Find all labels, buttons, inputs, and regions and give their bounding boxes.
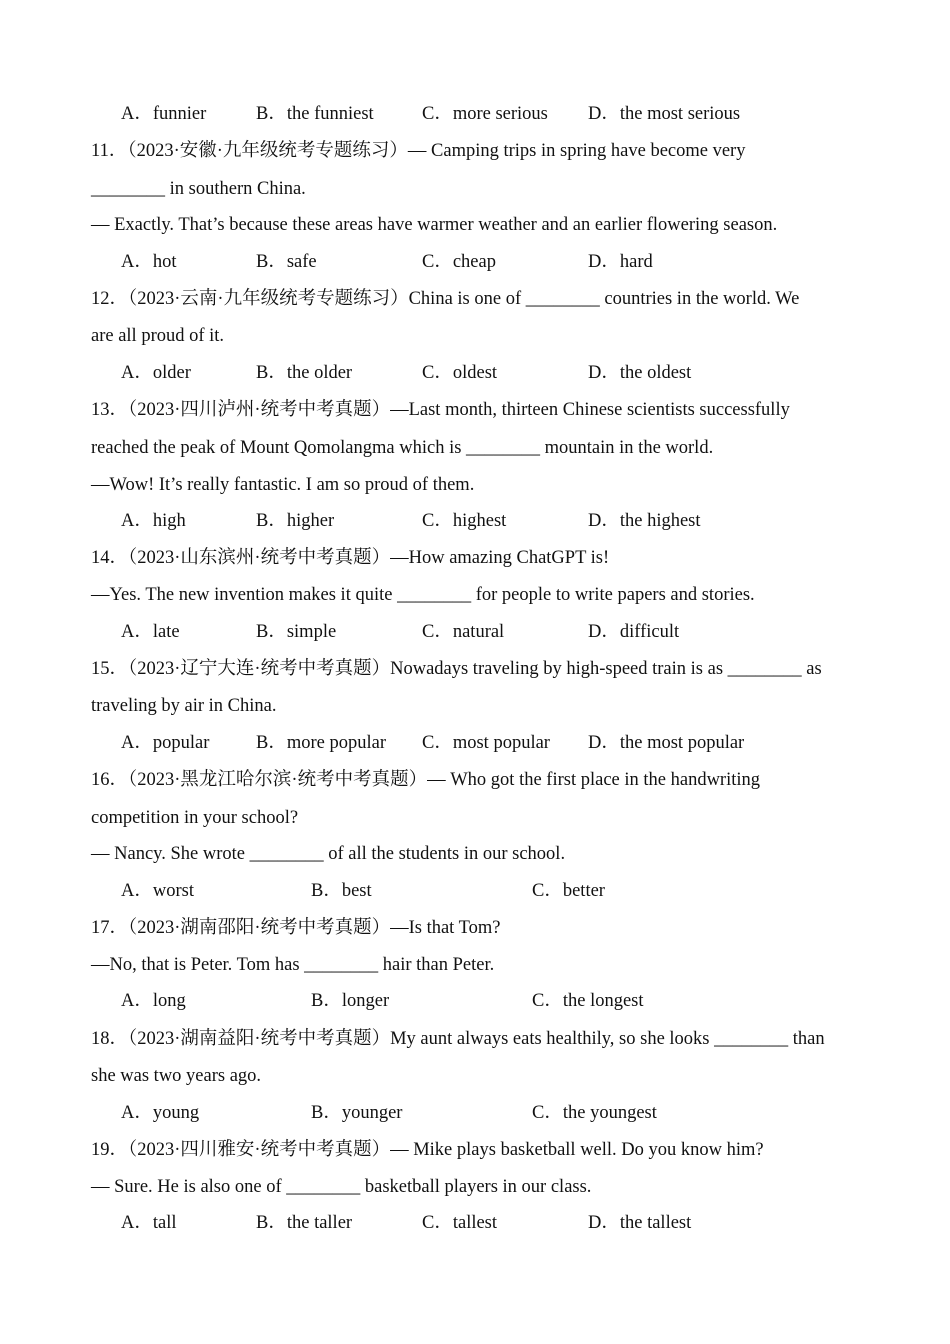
question-number: 15． — [91, 659, 129, 679]
option-b: B．the older — [256, 363, 353, 383]
option-c: C．more serious — [422, 104, 548, 124]
question-number: 19． — [91, 1140, 129, 1160]
q15-line2: traveling by air in China. — [91, 696, 277, 716]
option-d: D．the oldest — [588, 363, 692, 383]
q11-line2: ________ in southern China. — [91, 179, 306, 199]
question-number: 18． — [91, 1029, 129, 1049]
q15-line1 — [91, 657, 822, 681]
question-source: （2023·黑龙江哈尔滨·统考中考真题） — [128, 770, 428, 790]
option-c: C．better — [532, 881, 605, 901]
option-c: C．the youngest — [532, 1103, 657, 1123]
q19-line2: — Sure. He is also one of ________ basketball players in our class. — [91, 1177, 592, 1197]
option-b: B．more popular — [256, 733, 386, 753]
option-c: C．natural — [422, 622, 505, 642]
q16-line3: — Nancy. She wrote ________ of all the students in our school. — [91, 844, 566, 864]
question-number: 14． — [91, 548, 129, 568]
question-text: — Who got the first place in the handwriting — [427, 770, 761, 790]
q16-line1 — [91, 768, 760, 792]
option-b: B．the taller — [256, 1213, 353, 1233]
option-a: A．older — [121, 363, 191, 383]
question-number: 17． — [91, 918, 129, 938]
option-b: B．simple — [256, 622, 337, 642]
q13-line2: reached the peak of Mount Qomolangma which is ________ mountain in the world. — [91, 438, 714, 458]
q11-line3: — Exactly. That’s because these areas have warmer weather and an earlier flowering season. — [91, 215, 778, 235]
option-a: A．late — [121, 622, 180, 642]
q14-line2: —Yes. The new invention makes it quite ________ for people to write papers and stories. — [91, 585, 755, 605]
q12-line1 — [91, 287, 799, 311]
option-b: B．safe — [256, 252, 317, 272]
q14-line1 — [91, 546, 609, 570]
option-b: B．best — [311, 881, 372, 901]
question-source: （2023·辽宁大连·统考中考真题） — [128, 659, 391, 679]
question-text: —How amazing ChatGPT is! — [390, 548, 610, 568]
q18-line1 — [91, 1027, 825, 1051]
question-number: 12． — [91, 289, 129, 309]
option-d: D．hard — [588, 252, 653, 272]
option-d: D．difficult — [588, 622, 680, 642]
option-c: C．the longest — [532, 991, 644, 1011]
option-a: A．worst — [121, 881, 194, 901]
question-source: （2023·四川雅安·统考中考真题） — [128, 1140, 391, 1160]
option-c: C．most popular — [422, 733, 550, 753]
question-text: —Is that Tom? — [390, 918, 501, 938]
option-c: C．highest — [422, 511, 507, 531]
question-text: — Mike plays basketball well. Do you know him? — [390, 1140, 764, 1160]
option-a: A．popular — [121, 733, 210, 753]
option-a: A．young — [121, 1103, 200, 1123]
question-text: My aunt always eats healthily, so she looks ________ than — [390, 1029, 825, 1049]
option-d: D．the highest — [588, 511, 701, 531]
q19-line1 — [91, 1138, 764, 1162]
q11-line1 — [91, 139, 745, 163]
question-text: — Camping trips in spring have become very — [407, 141, 746, 161]
q16-line2: competition in your school? — [91, 808, 299, 828]
question-source: （2023·湖南邵阳·统考中考真题） — [128, 918, 391, 938]
option-b: B．younger — [311, 1103, 403, 1123]
question-source: （2023·四川泸州·统考中考真题） — [128, 400, 391, 420]
question-source: （2023·湖南益阳·统考中考真题） — [128, 1029, 391, 1049]
q13-line3: —Wow! It’s really fantastic. I am so proud of them. — [91, 475, 475, 495]
option-b: B．longer — [311, 991, 390, 1011]
option-a: A．hot — [121, 252, 177, 272]
option-b: B．higher — [256, 511, 335, 531]
q13-line1 — [91, 398, 790, 422]
question-number: 16． — [91, 770, 129, 790]
option-a: A．tall — [121, 1213, 177, 1233]
option-d: D．the tallest — [588, 1213, 692, 1233]
question-text: Nowadays traveling by high-speed train is as ________ as — [390, 659, 822, 679]
question-source: （2023·云南·九年级统考专题练习） — [128, 289, 409, 309]
option-c: C．cheap — [422, 252, 496, 272]
q17-line2: —No, that is Peter. Tom has ________ hair than Peter. — [91, 955, 495, 975]
option-a: A．funnier — [121, 104, 207, 124]
option-a: A．high — [121, 511, 186, 531]
option-d: D．the most popular — [588, 733, 745, 753]
option-a: A．long — [121, 991, 186, 1011]
option-c: C．oldest — [422, 363, 498, 383]
q18-line2: she was two years ago. — [91, 1066, 262, 1086]
question-number: 13． — [91, 400, 129, 420]
q12-line2: are all proud of it. — [91, 326, 225, 346]
option-d: D．the most serious — [588, 104, 741, 124]
question-source: （2023·山东滨州·统考中考真题） — [128, 548, 391, 568]
q17-line1 — [91, 916, 500, 940]
question-source: （2023·安徽·九年级统考专题练习） — [127, 141, 408, 161]
question-text: —Last month, thirteen Chinese scientists successfully — [390, 400, 790, 420]
question-text: China is one of ________ countries in the world. We — [408, 289, 800, 309]
option-c: C．tallest — [422, 1213, 498, 1233]
option-b: B．the funniest — [256, 104, 374, 124]
question-number: 11． — [91, 141, 128, 161]
